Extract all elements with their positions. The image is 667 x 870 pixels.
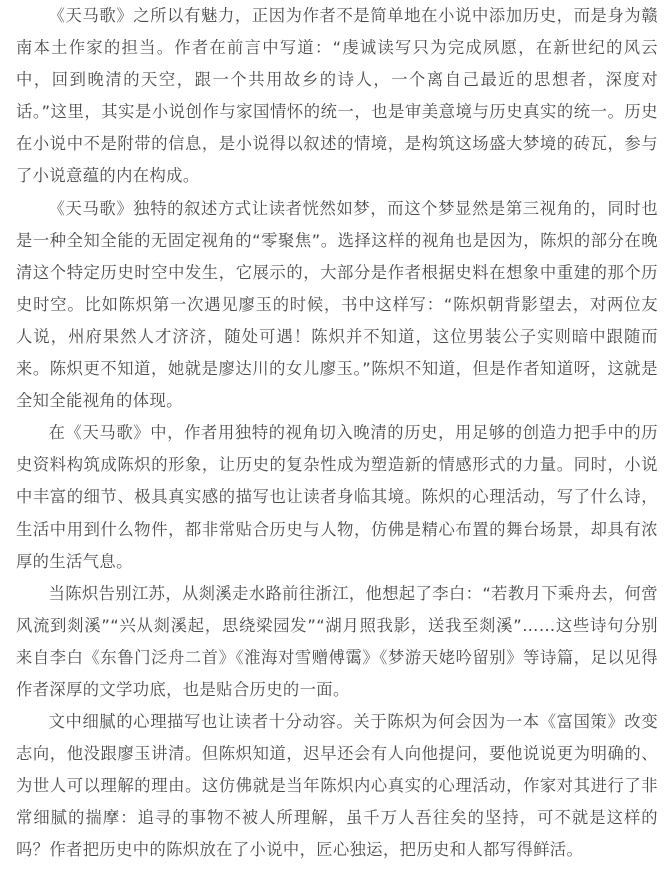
paragraph: 在《天马歌》中，作者用独特的视角切入晚清的历史，用足够的创造力把手中的历史资料构筑成陈炽的形象，让历史的复杂性成为塑造新的情感形式的力量。同时，小说中丰富的细节、极具真实感的描写也让读者身临其境。陈炽的心理活动，写了什么诗，生活中用到什么物件，都非常贴合历史与人物，仿佛是精心布置的舞台场景，却具有浓厚的生活气息。 — [16, 423, 658, 571]
paragraph: 文中细腻的心理描写也让读者十分动容。关于陈炽为何会因为一本《富国策》改变志向，他没跟廖玉讲清。但陈炽知道，迟早还会有人向他提问，要他说说更为明确的、为世人可以理解的理由。这仿佛就是当年陈炽内心真实的心理活动，作家对其进行了非常细腻的揣摩：追寻的事物不被人所理解，虽千万人吾往矣的坚持，可不就是这样的吗？作者把历史中的陈炽放在了小说中，匠心独运，把历史和人都写得鲜活。 — [16, 712, 658, 860]
paragraph: 《天马歌》独特的叙述方式让读者恍然如梦，而这个梦显然是第三视角的，同时也是一种全知全能的无固定视角的“零聚焦”。选择这样的视角也是因为，陈炽的部分在晚清这个特定历史时空中发生，它展示的，大部分是作者根据史料在想象中重建的那个历史时空。比如陈炽第一次遇见廖玉的时候，书中这样写：“陈炽朝背影望去，对两位友人说，州府果然人才济济，随处可遇！陈炽并不知道，这位男装公子实则暗中跟随而来。陈炽更不知道，她就是廖达川的女儿廖玉。”陈炽不知道，但是作者知道呀，这就是全知全能视角的体现。 — [16, 198, 658, 411]
paragraph: 当陈炽告别江苏，从剡溪走水路前往浙江，他想起了李白：“若教月下乘舟去，何啻风流到剡溪”“兴从剡溪起，思绕梁园发”“湖月照我影，送我至剡溪”……这些诗句分别来自李白《东鲁门泛舟二首》《淮海对雪赠傅霭》《梦游天姥吟留别》等诗篇，足以见得作者深厚的文学功底，也是贴合历史的一面。 — [16, 583, 658, 699]
paragraph: 《天马歌》之所以有魅力，正因为作者不是简单地在小说中添加历史，而是身为赣南本土作家的担当。作者在前言中写道：“虔诚读写只为完成夙愿，在新世纪的风云中，回到晚清的天空，跟一个共用故乡的诗人，一个离自己最近的思想者，深度对话。”这里，其实是小说创作与家国情怀的统一，也是审美意境与历史真实的统一。历史在小说中不是附带的信息，是小说得以叙述的情境，是构筑这场盛大梦境的砖瓦，参与了小说意蕴的内在构成。 — [16, 6, 658, 186]
